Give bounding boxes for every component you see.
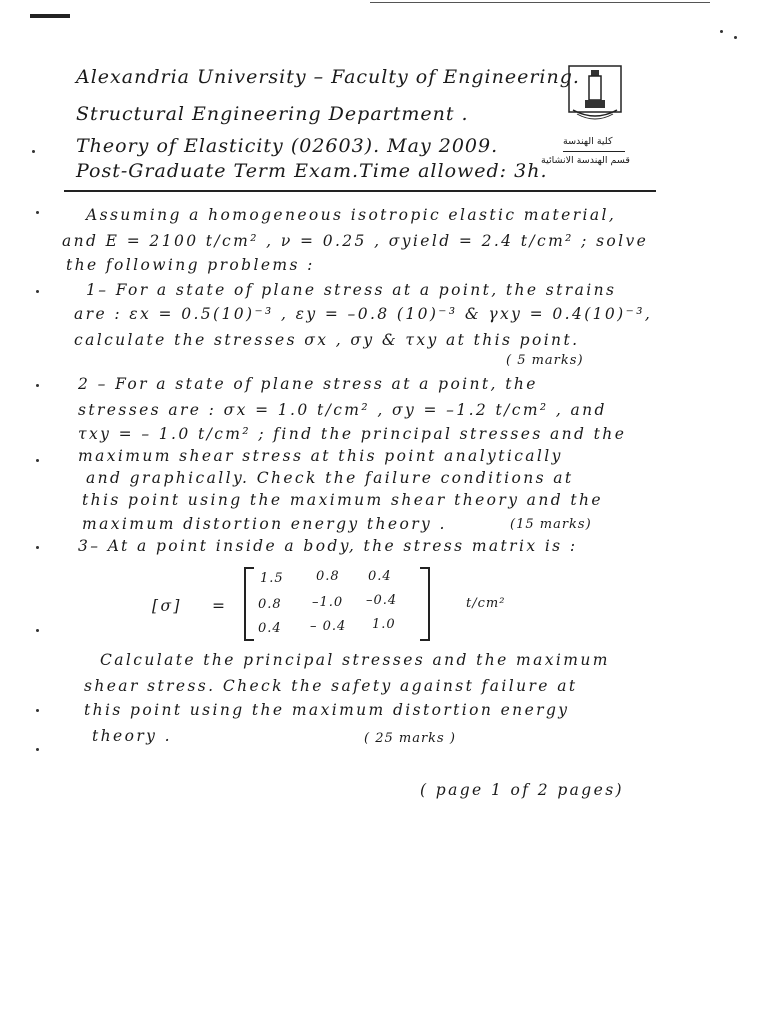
top-border-line xyxy=(370,2,710,3)
q3-line-1: 3– At a point inside a body, the stress matrix is : xyxy=(78,537,578,555)
matrix-cell: 0.8 xyxy=(258,597,282,612)
matrix-cell: 0.4 xyxy=(368,569,392,584)
header-exam: Post-Graduate Term Exam.Time allowed: 3h. xyxy=(76,160,548,182)
q2-line-2: stresses are : σx = 1.0 t/cm² , σy = –1.2 t/cm² , and xyxy=(78,401,607,419)
stress-matrix-label: [σ] xyxy=(152,597,182,615)
scan-mark xyxy=(30,14,70,18)
q1-line-2: are : εx = 0.5(10)⁻³ , εy = –0.8 (10)⁻³ & γxy = 0.4(10)⁻³, xyxy=(74,305,653,323)
intro-line-2: and E = 2100 t/cm² , ν = 0.25 , σyield = 2.4 t/cm² ; solve xyxy=(62,232,649,250)
stress-matrix-equals: = xyxy=(212,597,228,615)
matrix-cell: –1.0 xyxy=(312,595,344,610)
scan-speck xyxy=(36,546,39,549)
matrix-cell: 1.0 xyxy=(372,617,396,632)
logo-arabic-department: قسم الهندسة الانشائية xyxy=(541,155,630,166)
scan-speck xyxy=(36,290,39,293)
faculty-logo xyxy=(567,64,623,126)
q1-marks: ( 5 marks) xyxy=(506,353,584,368)
matrix-cell: – 0.4 xyxy=(310,619,347,634)
q1-line-3: calculate the stresses σx , σy & τxy at this point. xyxy=(74,331,580,349)
scan-speck xyxy=(36,211,39,214)
q3-line-4: this point using the maximum distortion energy xyxy=(84,701,570,719)
matrix-cell: 0.8 xyxy=(316,569,340,584)
intro-line-1: Assuming a homogeneous isotropic elastic material, xyxy=(86,206,617,224)
q2-line-5: and graphically. Check the failure conditions at xyxy=(86,469,574,487)
stress-unit: t/cm² xyxy=(466,596,506,611)
page-indicator: ( page 1 of 2 pages) xyxy=(420,781,624,799)
q3-line-5: theory . xyxy=(92,727,172,745)
scan-speck xyxy=(36,459,39,462)
q3-line-2: Calculate the principal stresses and the maximum xyxy=(100,651,610,669)
q1-line-1: 1– For a state of plane stress at a point, the strains xyxy=(86,281,617,299)
q2-marks: (15 marks) xyxy=(510,517,592,532)
header-divider xyxy=(64,190,656,192)
scan-speck xyxy=(36,384,39,387)
matrix-cell: 0.4 xyxy=(258,621,282,636)
scan-speck xyxy=(36,629,39,632)
header-course: Theory of Elasticity (02603). May 2009. xyxy=(76,135,499,157)
q2-line-1: 2 – For a state of plane stress at a point, the xyxy=(78,375,538,393)
q2-line-7: maximum distortion energy theory . xyxy=(82,515,447,533)
q2-line-3: τxy = – 1.0 t/cm² ; find the principal stresses and the xyxy=(78,425,627,443)
q2-line-6: this point using the maximum shear theory and the xyxy=(82,491,603,509)
scan-speck xyxy=(734,36,737,39)
scan-speck xyxy=(36,709,39,712)
scan-speck xyxy=(720,30,723,33)
header-university: Alexandria University – Faculty of Engineering. xyxy=(76,66,580,88)
q3-line-3: shear stress. Check the safety against failure at xyxy=(84,677,578,695)
q2-line-4: maximum shear stress at this point analytically xyxy=(78,447,563,465)
intro-line-3: the following problems : xyxy=(66,256,315,274)
q3-marks: ( 25 marks ) xyxy=(364,731,456,746)
logo-underline xyxy=(563,151,625,152)
matrix-cell: 1.5 xyxy=(260,571,284,586)
scan-speck xyxy=(32,150,35,153)
stress-matrix xyxy=(244,567,430,641)
logo-arabic-faculty: كلية الهندسة xyxy=(563,136,613,147)
scan-speck xyxy=(36,748,39,751)
matrix-cell: –0.4 xyxy=(366,593,398,608)
header-department: Structural Engineering Department . xyxy=(76,103,469,125)
